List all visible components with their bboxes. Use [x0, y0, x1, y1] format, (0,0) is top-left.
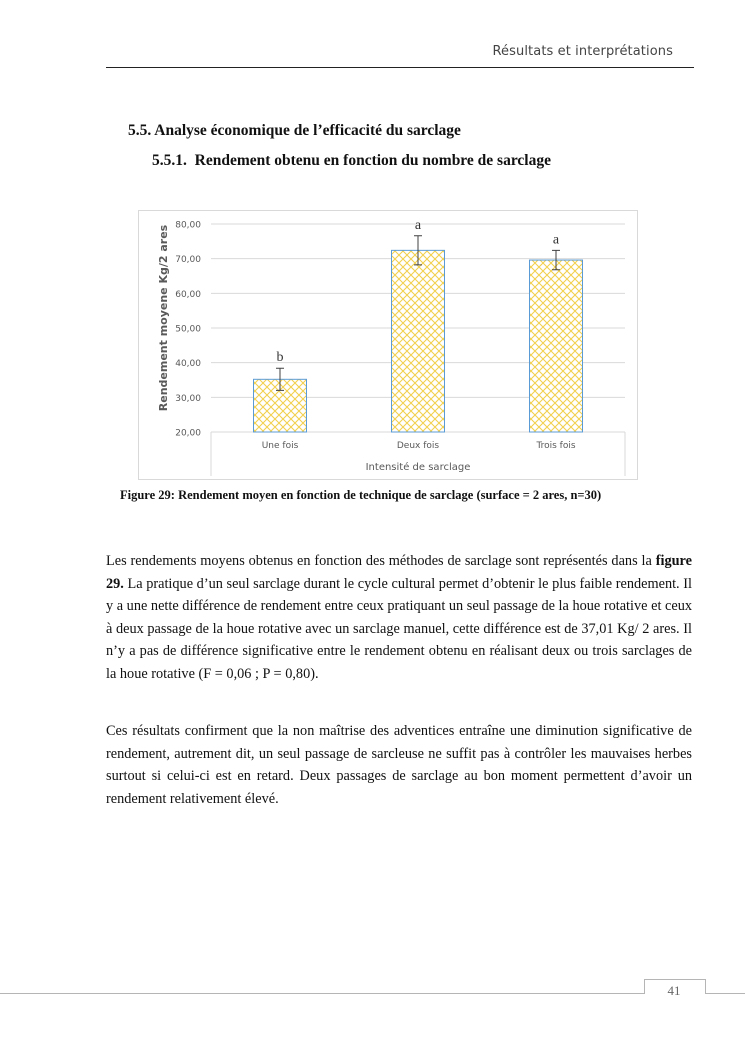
x-tick-labels — [262, 441, 576, 451]
chart-container — [138, 210, 638, 480]
y-tick-label: 80,00 — [175, 220, 201, 231]
x-tick-label: Deux fois — [396, 441, 440, 451]
bar-chart — [139, 211, 639, 481]
paragraph-1-rest: La pratique d’un seul sarclage durant le cycle cultural permet d’obtenir le plus faible rendement. Il y a une nette différence de rendement entre ceux pratiquant un seul passage de la houe rotative et ceux à deux passage de la houe rotative avec un sarclage manuel, cette différence est de 37,01 Kg/ 2 ares. Il n’y a pas de différence significative entre le rendement obtenu en réalisant deux ou trois sarclages de la houe rotative (F = 0,06 ; P = 0,80). — [106, 575, 692, 682]
bars — [254, 218, 583, 432]
x-axis-title: Intensité de sarclage — [365, 462, 471, 473]
bar-deux-fois — [392, 250, 445, 432]
bar-trois-fois — [530, 260, 583, 432]
subsection-heading: 5.5.1. Rendement obtenu en fonction du nombre de sarclage — [152, 152, 551, 169]
y-tick-label: 50,00 — [175, 324, 201, 335]
section-heading: 5.5. Analyse économique de l’efficacité du sarclage — [128, 122, 461, 139]
significance-letter: a — [552, 232, 560, 248]
paragraph-1 — [106, 550, 692, 685]
running-header: Résultats et interprétations — [492, 44, 673, 59]
page-number: 41 — [667, 983, 681, 998]
y-tick-label: 40,00 — [175, 359, 201, 370]
significance-letter: b — [276, 350, 284, 366]
figure-caption: Figure 29: Rendement moyen en fonction de technique de sarclage (surface = 2 ares, n=30) — [120, 488, 602, 502]
y-axis-title: Rendement moyene Kg/2 ares — [157, 224, 170, 412]
footer-rule — [0, 993, 745, 994]
paragraph-2: Ces résultats confirment que la non maîtrise des adventices entraîne une diminution significative de rendement, autrement dit, un seul passage de sarcleuse ne suffit pas à contrôler les mauvaises herbes surtout si celui-ci est en retard. Deux passages de sarclage au bon moment permettent d’avoir un rendement relativement élevé. — [106, 723, 692, 807]
figure-reference: figure 29. — [106, 553, 692, 592]
y-tick-labels — [175, 221, 201, 439]
significance-letter: a — [414, 217, 422, 233]
x-tick-label: Une fois — [261, 441, 299, 451]
header-rule — [106, 67, 694, 68]
paragraph-1-start: Les rendements moyens obtenus en fonction des méthodes de sarclage sont représentés dans la — [106, 553, 656, 569]
y-tick-label: 70,00 — [175, 255, 201, 266]
y-tick-label: 30,00 — [175, 393, 201, 404]
x-tick-label: Trois fois — [536, 441, 576, 451]
y-tick-label: 60,00 — [175, 289, 201, 300]
y-tick-label: 20,00 — [175, 428, 201, 439]
